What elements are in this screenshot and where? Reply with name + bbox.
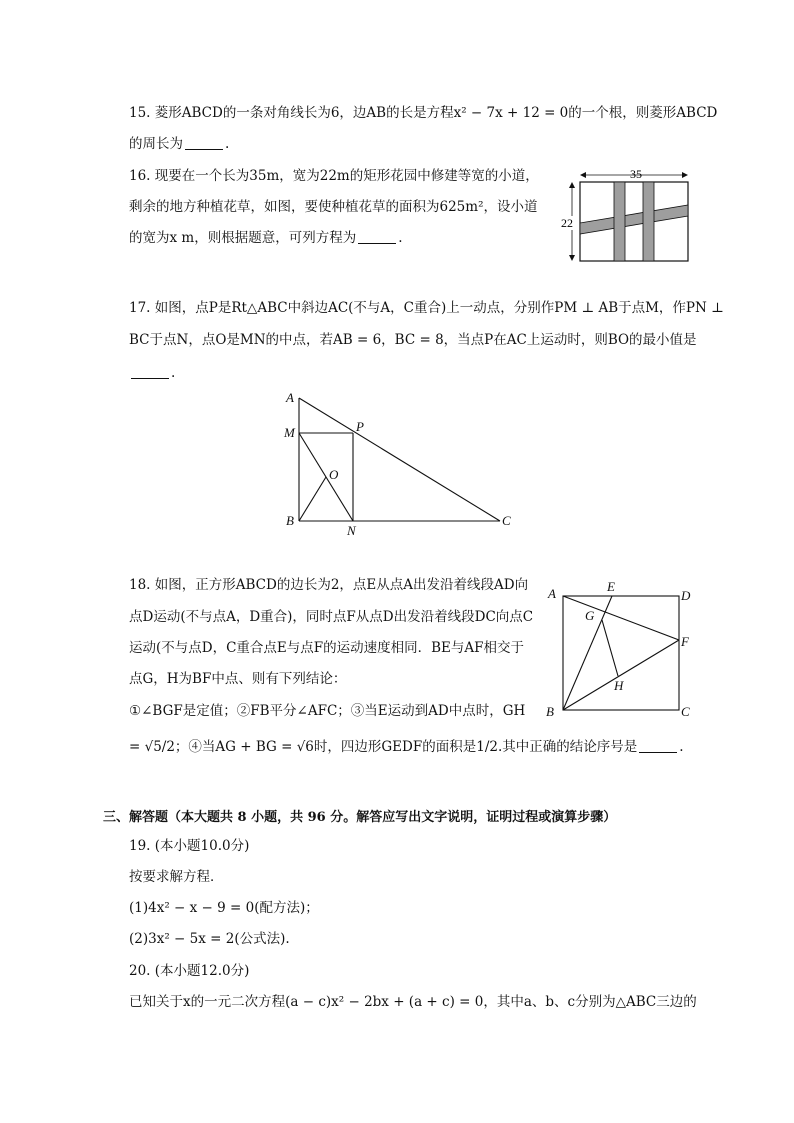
q18-line3: 运动(不与点D，C重合点E与点F的运动速度相同．BE与AF相交于 bbox=[129, 640, 525, 656]
label-C: C bbox=[502, 513, 511, 528]
label-M: M bbox=[284, 425, 295, 440]
width-arrow-right bbox=[682, 172, 688, 178]
q17-triangle-figure bbox=[280, 388, 520, 540]
width-arrow-left bbox=[580, 172, 586, 178]
q18-line5: ①∠BGF是定值；②FB平分∠AFC；③当E运动到AD中点时，GH bbox=[129, 703, 526, 719]
segment-AF bbox=[563, 596, 679, 640]
vertical-road-1 bbox=[614, 182, 625, 261]
q15-line2-text: 的周长为 bbox=[129, 136, 183, 152]
height-arrow-bottom bbox=[569, 255, 575, 261]
vertical-road-2 bbox=[643, 182, 654, 261]
q17-line3 bbox=[129, 363, 175, 383]
q18-square-figure bbox=[540, 580, 700, 722]
section3-title: 三、解答题（本大题共 8 小题，共 96 分。解答应写出文字说明，证明过程或演算步骤） bbox=[103, 810, 617, 825]
q18-line2: 点D运动(不与点A，D重合)，同时点F从点D出发沿着线段DC向点C bbox=[129, 609, 534, 625]
q16-answer-blank bbox=[358, 229, 396, 244]
label-B: B bbox=[286, 513, 294, 528]
q20-header: 20. (本小题12.0分) bbox=[129, 963, 250, 979]
label-G: G bbox=[585, 608, 595, 623]
label-H: H bbox=[614, 678, 624, 693]
q15-line2-end: . bbox=[225, 136, 230, 152]
segment-BF bbox=[563, 640, 679, 710]
q17-line1: 17. 如图，点P是Rt△ABC中斜边AC(不与A，C重合)上一动点，分别作PM ⊥ AB于点M，作PN ⊥ bbox=[129, 300, 724, 316]
width-label: 35 bbox=[630, 167, 642, 181]
q17-line3-end: . bbox=[171, 365, 176, 381]
q18-line4: 点G，H为BF中点、则有下列结论： bbox=[129, 671, 347, 687]
q16-line1: 16. 现要在一个长为35m，宽为22m的矩形花园中修建等宽的小道， bbox=[129, 168, 539, 184]
q18-line6-end: . bbox=[679, 739, 684, 755]
hypotenuse-AC bbox=[299, 398, 500, 521]
q18-answer-blank bbox=[639, 738, 677, 753]
label-A: A bbox=[548, 586, 556, 601]
q19-part1: (1)4x² − x − 9 = 0(配方法)； bbox=[129, 900, 319, 916]
segment-GH bbox=[602, 620, 618, 676]
q15-answer-blank bbox=[185, 135, 223, 150]
q19-part2: (2)3x² − 5x = 2(公式法). bbox=[129, 931, 290, 947]
label-A: A bbox=[286, 390, 294, 405]
label-B: B bbox=[546, 704, 554, 719]
q16-line3-text: 的宽为x m，则根据题意，可列方程为 bbox=[129, 230, 357, 246]
q16-line2: 剩余的地方种植花草，如图，要使种植花草的面积为625m²，设小道 bbox=[129, 199, 538, 215]
label-P: P bbox=[356, 419, 364, 434]
segment-BO bbox=[299, 477, 326, 521]
q18-line6 bbox=[129, 737, 684, 757]
q19-intro: 按要求解方程． bbox=[129, 869, 224, 885]
label-C: C bbox=[681, 704, 690, 719]
q16-line3-end: . bbox=[398, 230, 403, 246]
q15-line1: 15. 菱形ABCD的一条对角线长为6，边AB的长是方程x² − 7x + 12 = 0的一个根，则菱形ABCD bbox=[129, 105, 718, 121]
q16-line3 bbox=[129, 228, 403, 248]
q16-garden-figure bbox=[555, 162, 695, 266]
label-D: D bbox=[681, 588, 691, 603]
label-F: F bbox=[681, 634, 689, 649]
label-E: E bbox=[607, 580, 615, 594]
q18-line1: 18. 如图，正方形ABCD的边长为2，点E从点A出发沿着线段AD向 bbox=[129, 577, 529, 593]
q18-line6-text: = √5/2；④当AG + BG = √6时，四边形GEDF的面积是1/2.其中正确的结论序号是 bbox=[129, 739, 638, 755]
q15-line2 bbox=[129, 134, 229, 154]
height-arrow-top bbox=[569, 182, 575, 188]
label-O: O bbox=[329, 467, 339, 482]
q17-answer-blank bbox=[131, 364, 169, 379]
label-N: N bbox=[347, 523, 356, 538]
q17-line2: BC于点N，点O是MN的中点，若AB = 6，BC = 8，当点P在AC上运动时，则BO的最小值是 bbox=[129, 332, 697, 348]
q19-header: 19. (本小题10.0分) bbox=[129, 838, 250, 854]
q20-line1: 已知关于x的一元二次方程(a − c)x² − 2bx + (a + c) = 0，其中a、b、c分别为△ABC三边的 bbox=[129, 994, 697, 1010]
height-label: 22 bbox=[561, 216, 573, 230]
